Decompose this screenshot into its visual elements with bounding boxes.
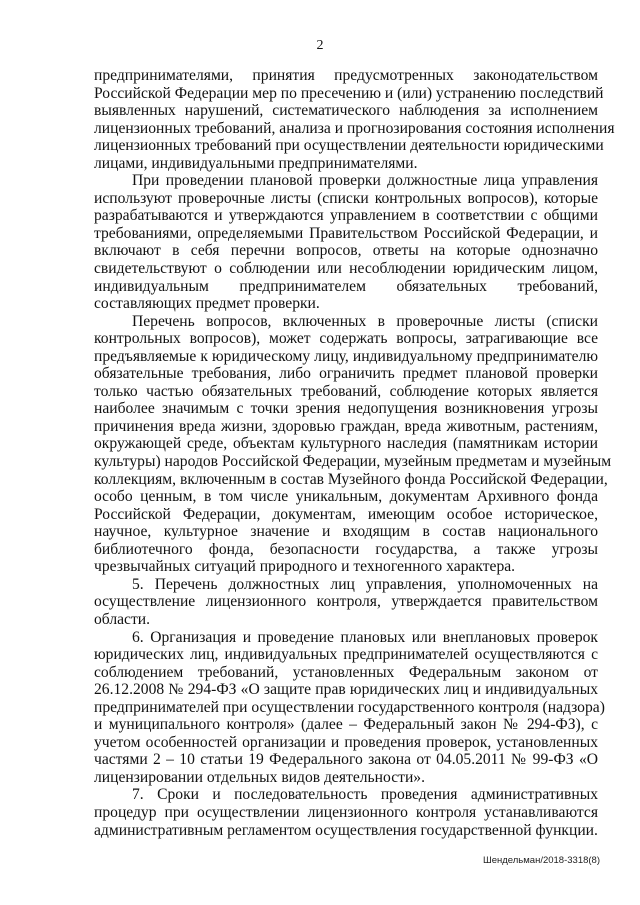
text-line: обязательные требования, либо ограничить предмет плановой проверки bbox=[94, 365, 598, 383]
text-line: научное, культурное значение и входящим в состав национального bbox=[94, 523, 598, 541]
text-line: предъявляемые к юридическому лицу, индивидуальному предпринимателю bbox=[94, 347, 598, 365]
text-line: контрольных вопросов), может содержать вопросы, затрагивающие все bbox=[94, 330, 598, 348]
text-line: частями 2 – 10 статьи 19 Федерального закона от 04.05.2011 № 99-ФЗ «О bbox=[94, 751, 598, 769]
text-line: только частью обязательных требований, соблюдение которых является bbox=[94, 382, 598, 400]
text-line: Российской Федерации мер по пресечению и (или) устранению последствий bbox=[94, 84, 604, 102]
text-line: 26.12.2008 № 294-ФЗ «О защите прав юридических лиц и индивидуальных bbox=[94, 681, 598, 699]
text-line: причинения вреда жизни, здоровью граждан, вреда животным, растениям, bbox=[94, 417, 598, 435]
text-line: составляющих предмет проверки. bbox=[94, 295, 320, 313]
text-line: разрабатываются и утверждаются управлением в соответствии с общими bbox=[94, 207, 598, 225]
text-line: 7. Сроки и последовательность проведения административных bbox=[132, 786, 598, 804]
paragraph-item-7 bbox=[94, 786, 598, 839]
text-line: предпринимателями, принятия предусмотренных законодательством bbox=[94, 67, 598, 84]
text-line: и муниципального контроля» (далее – Федеральный закон № 294-ФЗ), с bbox=[94, 716, 598, 734]
text-line: индивидуальным предпринимателем обязательных требований, bbox=[94, 277, 598, 295]
paragraph-item-5 bbox=[94, 576, 598, 629]
text-line: окружающей среде, объектам культурного наследия (памятникам истории bbox=[94, 435, 598, 453]
text-line: соблюдением требований, установленных Федеральным законом от bbox=[94, 663, 598, 681]
text-line: чрезвычайных ситуаций природного и техногенного характера. bbox=[94, 558, 516, 576]
paragraph-checklists bbox=[94, 172, 598, 312]
text-line: коллекциям, включенным в состав Музейного фонда Российской Федерации, bbox=[94, 470, 608, 488]
paragraph-continuation bbox=[94, 67, 615, 172]
text-line: 6. Организация и проведение плановых или внеплановых проверок bbox=[132, 628, 598, 646]
text-line: области. bbox=[94, 610, 151, 628]
text-line: Перечень вопросов, включенных в проверочные листы (списки bbox=[132, 312, 598, 330]
text-line: Российской Федерации, документам, имеющим особое историческое, bbox=[94, 505, 598, 523]
text-line: При проведении плановой проверки должностные лица управления bbox=[132, 172, 598, 190]
document-body bbox=[94, 67, 615, 839]
text-line: требованиями, определяемыми Правительством Российской Федерации, и bbox=[94, 224, 598, 242]
paragraph-item-6 bbox=[94, 628, 605, 787]
page-number: 2 bbox=[316, 38, 324, 53]
text-line: лицензировании отдельных видов деятельности». bbox=[94, 768, 425, 786]
text-line: используют проверочные листы (списки контрольных вопросов), которые bbox=[94, 189, 598, 207]
text-line: процедур при осуществлении лицензионного контроля устанавливаются bbox=[94, 803, 598, 821]
text-line: наиболее значимым с точки зрения недопущения возникновения угрозы bbox=[94, 400, 598, 418]
text-line: включают в себя перечни вопросов, ответы на которые однозначно bbox=[94, 242, 598, 260]
text-line: лицензионных требований, анализа и прогнозирования состояния исполнения bbox=[94, 119, 615, 137]
document-registration-code: Шендельман/2018-3318(8) bbox=[483, 855, 600, 866]
text-line: выявленных нарушений, систематического наблюдения за исполнением bbox=[94, 102, 598, 120]
text-line: 5. Перечень должностных лиц управления, уполномоченных на bbox=[132, 575, 598, 593]
paragraph-question-list bbox=[94, 312, 612, 576]
text-line: культуры) народов Российской Федерации, музейным предметам и музейным bbox=[94, 453, 612, 471]
text-line: лицами, индивидуальными предпринимателями. bbox=[94, 154, 418, 172]
text-line: юридических лиц, индивидуальных предпринимателей осуществляются с bbox=[94, 646, 598, 664]
text-line: особо ценным, в том числе уникальным, документам Архивного фонда bbox=[94, 488, 598, 506]
text-line: свидетельствуют о соблюдении или несоблюдении юридическим лицом, bbox=[94, 260, 598, 278]
text-line: осуществление лицензионного контроля, утверждается правительством bbox=[94, 593, 598, 611]
text-line: предпринимателей при осуществлении государственного контроля (надзора) bbox=[94, 698, 605, 716]
text-line: библиотечного фонда, безопасности государства, а также угрозы bbox=[94, 540, 598, 558]
text-line: лицензионных требований при осуществлении деятельности юридическими bbox=[94, 137, 604, 155]
text-line: административным регламентом осуществления государственной функции. bbox=[94, 821, 598, 839]
text-line: учетом особенностей организации и проведения проверок, установленных bbox=[94, 733, 598, 751]
